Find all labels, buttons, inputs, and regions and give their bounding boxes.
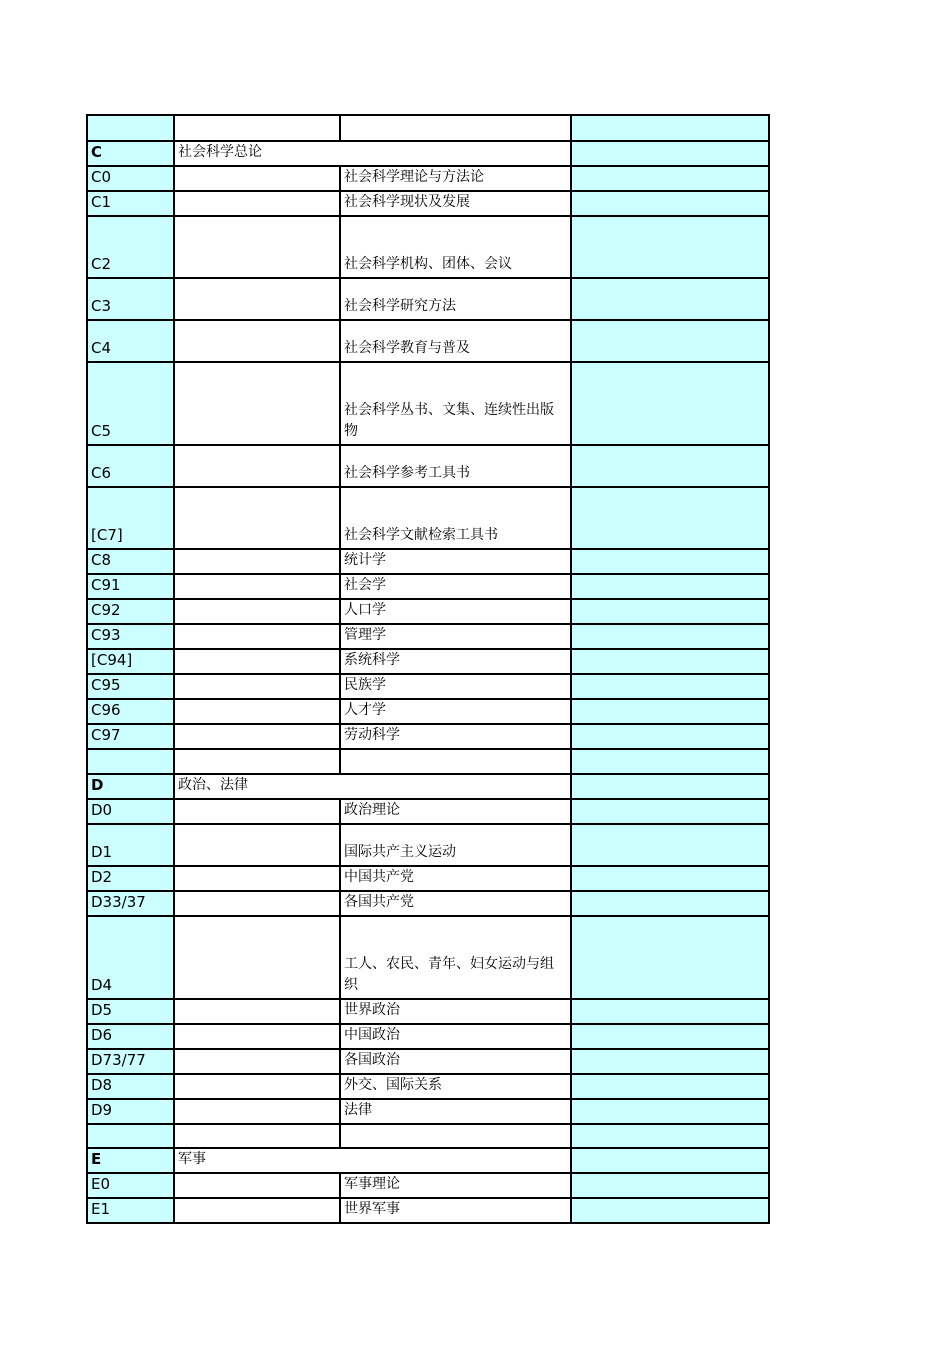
table-row bbox=[87, 115, 769, 141]
class-code-cell[interactable]: C91 bbox=[87, 574, 174, 599]
note-cell[interactable] bbox=[571, 1049, 769, 1074]
section-title-cell[interactable]: 军事 bbox=[174, 1148, 571, 1173]
table-row bbox=[87, 574, 769, 599]
note-cell[interactable] bbox=[571, 320, 769, 362]
class-code-cell[interactable]: C5 bbox=[87, 362, 174, 445]
table-row bbox=[87, 487, 769, 549]
table-row bbox=[87, 191, 769, 216]
table-row bbox=[87, 1049, 769, 1074]
class-name-cell[interactable]: 社会科学参考工具书 bbox=[340, 445, 571, 487]
class-name-cell[interactable]: 政治理论 bbox=[340, 799, 571, 824]
table-row bbox=[87, 799, 769, 824]
note-cell[interactable] bbox=[571, 749, 769, 774]
class-name-cell[interactable]: 世界政治 bbox=[340, 999, 571, 1024]
class-name-cell[interactable]: 系统科学 bbox=[340, 649, 571, 674]
note-cell[interactable] bbox=[571, 487, 769, 549]
table-row bbox=[87, 1074, 769, 1099]
subclass-cell[interactable] bbox=[174, 724, 340, 749]
note-cell[interactable] bbox=[571, 216, 769, 278]
class-name-cell[interactable]: 军事理论 bbox=[340, 1173, 571, 1198]
note-cell[interactable] bbox=[571, 574, 769, 599]
note-cell[interactable] bbox=[571, 674, 769, 699]
table-row bbox=[87, 999, 769, 1024]
subclass-cell[interactable] bbox=[174, 599, 340, 624]
class-code-cell[interactable]: C2 bbox=[87, 216, 174, 278]
subclass-cell[interactable] bbox=[174, 1124, 340, 1148]
note-cell[interactable] bbox=[571, 1074, 769, 1099]
class-code-cell[interactable]: D6 bbox=[87, 1024, 174, 1049]
class-name-cell[interactable]: 社会科学研究方法 bbox=[340, 278, 571, 320]
class-code-cell[interactable]: [C94] bbox=[87, 649, 174, 674]
subclass-cell[interactable] bbox=[174, 549, 340, 574]
note-cell[interactable] bbox=[571, 1099, 769, 1124]
note-cell[interactable] bbox=[571, 891, 769, 916]
subclass-cell[interactable] bbox=[174, 574, 340, 599]
table-row bbox=[87, 599, 769, 624]
note-cell[interactable] bbox=[571, 916, 769, 999]
note-cell[interactable] bbox=[571, 724, 769, 749]
class-code-cell[interactable]: D8 bbox=[87, 1074, 174, 1099]
table-row bbox=[87, 774, 769, 799]
class-name-cell[interactable]: 统计学 bbox=[340, 549, 571, 574]
note-cell[interactable] bbox=[571, 774, 769, 799]
class-name-cell[interactable]: 法律 bbox=[340, 1099, 571, 1124]
subclass-cell[interactable] bbox=[174, 649, 340, 674]
table-row bbox=[87, 866, 769, 891]
class-name-cell[interactable]: 民族学 bbox=[340, 674, 571, 699]
class-code-cell[interactable]: E1 bbox=[87, 1198, 174, 1223]
class-code-cell[interactable]: E0 bbox=[87, 1173, 174, 1198]
subclass-cell[interactable] bbox=[174, 891, 340, 916]
class-name-cell[interactable]: 各国共产党 bbox=[340, 891, 571, 916]
subclass-cell[interactable] bbox=[174, 1024, 340, 1049]
note-cell[interactable] bbox=[571, 191, 769, 216]
class-name-cell[interactable]: 国际共产主义运动 bbox=[340, 824, 571, 866]
note-cell[interactable] bbox=[571, 278, 769, 320]
table-row bbox=[87, 916, 769, 999]
note-cell[interactable] bbox=[571, 599, 769, 624]
class-code-cell[interactable]: C96 bbox=[87, 699, 174, 724]
class-name-cell[interactable]: 人口学 bbox=[340, 599, 571, 624]
note-cell[interactable] bbox=[571, 141, 769, 166]
class-name-cell[interactable]: 工人、农民、青年、妇女运动与组织 bbox=[340, 916, 571, 999]
class-code-cell[interactable]: D1 bbox=[87, 824, 174, 866]
note-cell[interactable] bbox=[571, 699, 769, 724]
class-code-cell[interactable]: C0 bbox=[87, 166, 174, 191]
subclass-cell[interactable] bbox=[174, 1074, 340, 1099]
subclass-cell[interactable] bbox=[174, 624, 340, 649]
subclass-cell[interactable] bbox=[174, 487, 340, 549]
subclass-cell[interactable] bbox=[174, 320, 340, 362]
subclass-cell[interactable] bbox=[174, 191, 340, 216]
table-row bbox=[87, 320, 769, 362]
subclass-cell[interactable] bbox=[174, 278, 340, 320]
note-cell[interactable] bbox=[571, 1148, 769, 1173]
subclass-cell[interactable] bbox=[174, 1198, 340, 1223]
subclass-cell[interactable] bbox=[174, 916, 340, 999]
note-cell[interactable] bbox=[571, 799, 769, 824]
class-code-cell[interactable]: D73/77 bbox=[87, 1049, 174, 1074]
note-cell[interactable] bbox=[571, 824, 769, 866]
class-code-cell[interactable]: D bbox=[87, 774, 174, 799]
note-cell[interactable] bbox=[571, 1124, 769, 1148]
classification-table-body bbox=[87, 115, 769, 1223]
table-row bbox=[87, 141, 769, 166]
class-code-cell[interactable]: C8 bbox=[87, 549, 174, 574]
class-name-cell[interactable] bbox=[340, 1124, 571, 1148]
class-name-cell[interactable]: 劳动科学 bbox=[340, 724, 571, 749]
table-row bbox=[87, 624, 769, 649]
class-code-cell[interactable]: C95 bbox=[87, 674, 174, 699]
classification-table bbox=[86, 114, 770, 1224]
class-code-cell[interactable]: C6 bbox=[87, 445, 174, 487]
table-row bbox=[87, 699, 769, 724]
class-code-cell[interactable]: C4 bbox=[87, 320, 174, 362]
table-row bbox=[87, 549, 769, 574]
class-code-cell[interactable]: C3 bbox=[87, 278, 174, 320]
class-code-cell[interactable]: C92 bbox=[87, 599, 174, 624]
subclass-cell[interactable] bbox=[174, 699, 340, 724]
class-name-cell[interactable]: 中国政治 bbox=[340, 1024, 571, 1049]
table-row bbox=[87, 724, 769, 749]
class-code-cell[interactable]: D4 bbox=[87, 916, 174, 999]
section-title-cell[interactable]: 社会科学总论 bbox=[174, 141, 571, 166]
subclass-cell[interactable] bbox=[174, 445, 340, 487]
table-row bbox=[87, 1099, 769, 1124]
class-name-cell[interactable]: 中国共产党 bbox=[340, 866, 571, 891]
subclass-cell[interactable] bbox=[174, 1049, 340, 1074]
class-code-cell[interactable] bbox=[87, 1124, 174, 1148]
class-code-cell[interactable]: D9 bbox=[87, 1099, 174, 1124]
note-cell[interactable] bbox=[571, 166, 769, 191]
class-name-cell[interactable]: 世界军事 bbox=[340, 1198, 571, 1223]
table-row bbox=[87, 445, 769, 487]
subclass-cell[interactable] bbox=[174, 824, 340, 866]
note-cell[interactable] bbox=[571, 1198, 769, 1223]
section-title-cell[interactable]: 政治、法律 bbox=[174, 774, 571, 799]
note-cell[interactable] bbox=[571, 445, 769, 487]
note-cell[interactable] bbox=[571, 1173, 769, 1198]
table-row bbox=[87, 891, 769, 916]
note-cell[interactable] bbox=[571, 649, 769, 674]
subclass-cell[interactable] bbox=[174, 216, 340, 278]
table-row bbox=[87, 1148, 769, 1173]
class-code-cell[interactable]: C97 bbox=[87, 724, 174, 749]
class-name-cell[interactable]: 人才学 bbox=[340, 699, 571, 724]
class-name-cell[interactable]: 社会学 bbox=[340, 574, 571, 599]
table-row bbox=[87, 216, 769, 278]
table-row bbox=[87, 1124, 769, 1148]
class-name-cell[interactable] bbox=[340, 749, 571, 774]
class-name-cell[interactable] bbox=[340, 115, 571, 141]
subclass-cell[interactable] bbox=[174, 674, 340, 699]
class-code-cell[interactable] bbox=[87, 749, 174, 774]
class-name-cell[interactable]: 各国政治 bbox=[340, 1049, 571, 1074]
class-code-cell[interactable] bbox=[87, 115, 174, 141]
table-row bbox=[87, 166, 769, 191]
subclass-cell[interactable] bbox=[174, 1099, 340, 1124]
table-row bbox=[87, 1173, 769, 1198]
class-code-cell[interactable]: D5 bbox=[87, 999, 174, 1024]
note-cell[interactable] bbox=[571, 866, 769, 891]
table-row bbox=[87, 824, 769, 866]
note-cell[interactable] bbox=[571, 1024, 769, 1049]
note-cell[interactable] bbox=[571, 115, 769, 141]
class-name-cell[interactable]: 社会科学文献检索工具书 bbox=[340, 487, 571, 549]
class-code-cell[interactable]: E bbox=[87, 1148, 174, 1173]
table-row bbox=[87, 1024, 769, 1049]
table-row bbox=[87, 749, 769, 774]
table-row bbox=[87, 674, 769, 699]
subclass-cell[interactable] bbox=[174, 166, 340, 191]
note-cell[interactable] bbox=[571, 999, 769, 1024]
class-name-cell[interactable]: 外交、国际关系 bbox=[340, 1074, 571, 1099]
subclass-cell[interactable] bbox=[174, 999, 340, 1024]
class-name-cell[interactable]: 社会科学理论与方法论 bbox=[340, 166, 571, 191]
class-name-cell[interactable]: 管理学 bbox=[340, 624, 571, 649]
class-name-cell[interactable]: 社会科学丛书、文集、连续性出版物 bbox=[340, 362, 571, 445]
subclass-cell[interactable] bbox=[174, 1173, 340, 1198]
note-cell[interactable] bbox=[571, 362, 769, 445]
class-code-cell[interactable]: D2 bbox=[87, 866, 174, 891]
class-code-cell[interactable]: D0 bbox=[87, 799, 174, 824]
table-row bbox=[87, 362, 769, 445]
subclass-cell[interactable] bbox=[174, 749, 340, 774]
class-name-cell[interactable]: 社会科学教育与普及 bbox=[340, 320, 571, 362]
class-name-cell[interactable]: 社会科学现状及发展 bbox=[340, 191, 571, 216]
subclass-cell[interactable] bbox=[174, 866, 340, 891]
class-name-cell[interactable]: 社会科学机构、团体、会议 bbox=[340, 216, 571, 278]
class-code-cell[interactable]: [C7] bbox=[87, 487, 174, 549]
table-row bbox=[87, 649, 769, 674]
subclass-cell[interactable] bbox=[174, 115, 340, 141]
class-code-cell[interactable]: C bbox=[87, 141, 174, 166]
class-code-cell[interactable]: D33/37 bbox=[87, 891, 174, 916]
table-row bbox=[87, 1198, 769, 1223]
class-code-cell[interactable]: C1 bbox=[87, 191, 174, 216]
class-code-cell[interactable]: C93 bbox=[87, 624, 174, 649]
subclass-cell[interactable] bbox=[174, 362, 340, 445]
note-cell[interactable] bbox=[571, 549, 769, 574]
note-cell[interactable] bbox=[571, 624, 769, 649]
subclass-cell[interactable] bbox=[174, 799, 340, 824]
table-row bbox=[87, 278, 769, 320]
